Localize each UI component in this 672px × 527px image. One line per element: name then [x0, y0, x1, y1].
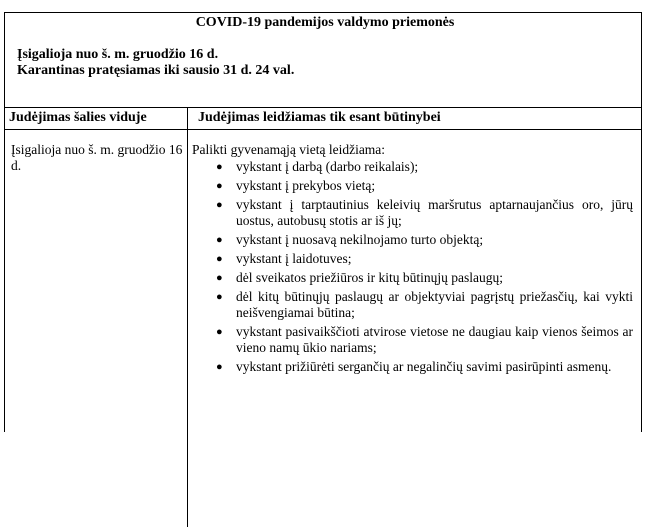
- list-item-text: vykstant į nuosavą nekilnojamo turto objektą;: [236, 232, 484, 247]
- bullet-icon: ●: [216, 253, 223, 265]
- list-item-text: vykstant į prekybos vietą;: [236, 178, 376, 193]
- list-item-text: dėl sveikatos priežiūros ir kitų būtinųjų paslaugų;: [236, 270, 503, 285]
- table-header-cell: [5, 13, 641, 108]
- right-column-body: [188, 130, 641, 375]
- bullet-icon: ●: [216, 272, 223, 284]
- bullet-icon: ●: [216, 326, 223, 338]
- bullet-icon: ●: [216, 361, 223, 373]
- list-item-text: dėl kitų būtinųjų paslaugų ar objektyviai pagrįstų priežasčių, kai vykti neišvengiamai būtina;: [236, 289, 633, 320]
- permission-intro: Palikti gyvenamąją vietą leidžiama:: [192, 142, 386, 157]
- bullet-icon: ●: [216, 291, 223, 303]
- list-item-text: vykstant prižiūrėti sergančių ar negalinčių savimi pasirūpinti asmenų.: [236, 359, 612, 374]
- right-column: [188, 108, 641, 527]
- permission-list: [192, 159, 633, 375]
- bullet-icon: ●: [216, 180, 223, 192]
- list-item-text: vykstant pasivaikščioti atvirose vietose ne daugiau kaip vienos šeimos ar vieno namų ūkio nariams;: [236, 324, 633, 355]
- list-item-text: vykstant į laidotuves;: [236, 251, 352, 266]
- bullet-icon: ●: [216, 234, 223, 246]
- list-item: [192, 197, 633, 229]
- list-item: [192, 324, 633, 356]
- left-column: [5, 108, 188, 527]
- left-column-text: Įsigalioja nuo š. m. gruodžio 16 d.: [11, 142, 183, 173]
- right-column-heading: Judėjimas leidžiamas tik esant būtinybei: [188, 108, 641, 130]
- list-item: [192, 251, 633, 267]
- list-item: [192, 232, 633, 248]
- bullet-icon: ●: [216, 199, 223, 211]
- list-item: [192, 359, 633, 375]
- effective-date-text: Įsigalioja nuo š. m. gruodžio 16 d.: [17, 47, 219, 62]
- list-item: [192, 178, 633, 194]
- document-title: COVID-19 pandemijos valdymo priemonės: [195, 15, 455, 30]
- list-item-text: vykstant į darbą (darbo reikalais);: [236, 159, 419, 174]
- quarantine-extension-text: Karantinas pratęsiamas iki sausio 31 d. 24 val.: [17, 63, 295, 78]
- list-item: [192, 270, 633, 286]
- list-item-text: vykstant į tarptautinius keleivių maršrutus aptarnaujančius oro, jūrų uostus, autobusų stotis ar iš jų;: [236, 197, 633, 228]
- list-item: [192, 289, 633, 321]
- list-item: [192, 159, 633, 175]
- bullet-icon: ●: [216, 161, 223, 173]
- measures-table: [4, 12, 642, 432]
- movement-row: [5, 108, 641, 527]
- left-column-heading: Judėjimas šalies viduje: [5, 108, 187, 130]
